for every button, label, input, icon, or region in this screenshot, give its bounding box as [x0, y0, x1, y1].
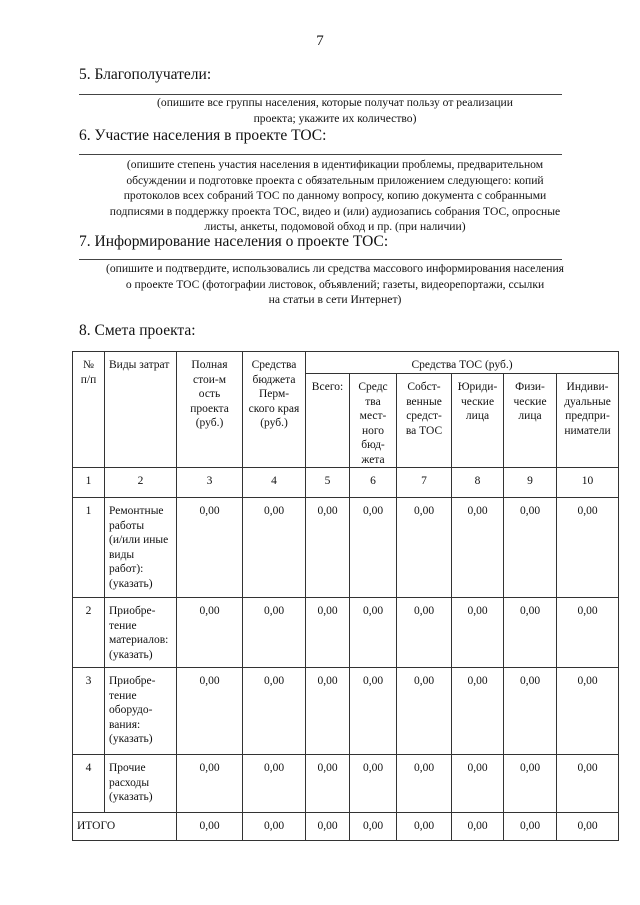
- section-7-title: 7. Информирование населения о проекте ТОС:: [79, 233, 389, 250]
- row-label: Прочие расходы (указать): [105, 755, 177, 813]
- col-number: 7: [397, 468, 452, 498]
- col-number: 2: [105, 468, 177, 498]
- col-number: 1: [73, 468, 105, 498]
- note-line: (опишите и подтвердите, использовались ли средства массового информирования населения: [105, 262, 564, 275]
- row-label: Приобре- тение оборудо- вания: (указать): [105, 668, 177, 755]
- note-line: обсуждении и подготовке проекта с обязательным приложением следующего: копий: [126, 173, 544, 187]
- header-full-cost: Полная стои-м ость проекта (руб.): [177, 352, 243, 468]
- total-row: ИТОГО 0,00 0,00 0,00 0,00 0,00 0,00 0,00 0,00: [73, 813, 619, 841]
- table-row: 3 Приобре- тение оборудо- вания: (указать) 0,00 0,00 0,00 0,00 0,00 0,00 0,00 0,00: [73, 668, 619, 755]
- note-line: листы, анкеты, подомовой обход и пр. (при наличии): [204, 220, 466, 233]
- note-line: на статьи в сети Интернет): [268, 293, 402, 306]
- col-number: 5: [306, 468, 350, 498]
- section-8-title: 8. Смета проекта:: [79, 322, 196, 339]
- section-7-answer-line: [79, 259, 562, 260]
- col-number: 6: [350, 468, 397, 498]
- col-number: 3: [177, 468, 243, 498]
- total-label: ИТОГО: [73, 813, 177, 841]
- header-legal-entities: Юриди- ческие лица: [452, 374, 504, 468]
- row-label: Приобре- тение материалов: (указать): [105, 598, 177, 668]
- note-line: проекта; укажите их количество): [253, 111, 417, 125]
- budget-table: [72, 351, 619, 841]
- header-num: № п/п: [73, 352, 105, 468]
- column-number-row: [73, 468, 619, 498]
- col-number: 8: [452, 468, 504, 498]
- header-regional-budget: Средства бюджета Перм- ского края (руб.): [243, 352, 306, 468]
- header-entrepreneurs: Индиви- дуальные предпри- ниматели: [557, 374, 619, 468]
- note-line: (опишите степень участия населения в идентификации проблемы, предварительном: [126, 158, 544, 171]
- col-number: 10: [557, 468, 619, 498]
- header-total: Всего:: [306, 374, 350, 468]
- note-line: (опишите все группы населения, которые получат пользу от реализации: [157, 96, 513, 109]
- header-local-budget: Средс тва мест- ного бюд- жета: [350, 374, 397, 468]
- note-line: протоколов всех собраний ТОС по данному вопросу, копию документа с собранными: [123, 189, 547, 202]
- section-6-note: [70, 157, 600, 235]
- header-tos-funds: Средства ТОС (руб.): [306, 352, 619, 374]
- col-number: 4: [243, 468, 306, 498]
- page-number: 7: [316, 33, 324, 49]
- header-cost-type: Виды затрат: [105, 352, 177, 468]
- col-number: 9: [504, 468, 557, 498]
- table-row: 1 Ремонтные работы (и/или иные виды работ): (указать) 0,00 0,00 0,00 0,00 0,00 0,00 0,00 0,00: [73, 498, 619, 598]
- section-5-title: 5. Благополучатели:: [79, 66, 212, 83]
- note-line: подписями в поддержку проекта ТОС, видео и (или) аудиозапись собрания ТОС, опросные: [109, 204, 561, 218]
- section-5-note: [70, 95, 600, 126]
- table-row: 4 Прочие расходы (указать) 0,00 0,00 0,00 0,00 0,00 0,00 0,00 0,00: [73, 755, 619, 813]
- section-6-answer-line: [79, 154, 562, 155]
- row-label: Ремонтные работы (и/или иные виды работ): (указать): [105, 498, 177, 598]
- note-line: о проекте ТОС (фотографии листовок, объявлений; газеты, видеорепортажи, ссылки: [125, 277, 545, 291]
- section-6-title: 6. Участие населения в проекте ТОС:: [79, 127, 327, 144]
- section-7-note: [70, 261, 600, 308]
- header-individuals: Физи- ческие лица: [504, 374, 557, 468]
- table-row: 2 Приобре- тение материалов: (указать) 0,00 0,00 0,00 0,00 0,00 0,00 0,00 0,00: [73, 598, 619, 668]
- header-own-funds: Собст- венные средст- ва ТОС: [397, 374, 452, 468]
